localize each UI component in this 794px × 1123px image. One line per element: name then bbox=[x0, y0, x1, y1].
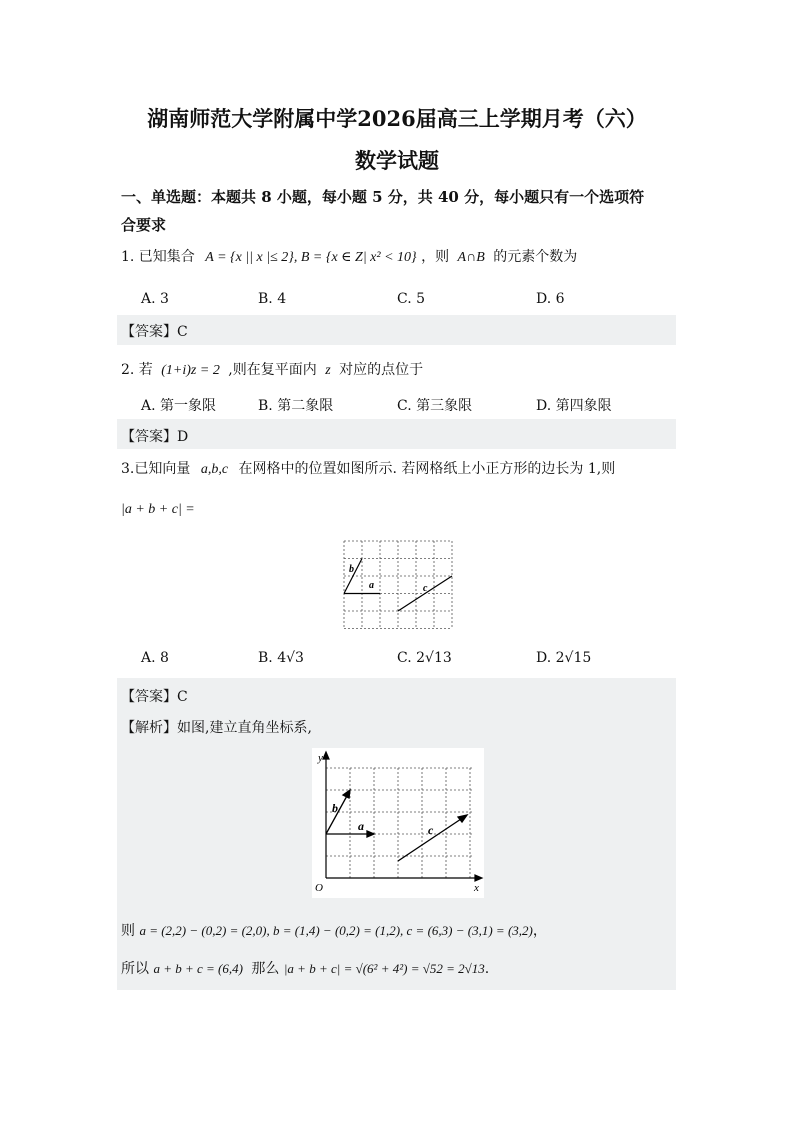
q3-then-end: ， bbox=[532, 923, 547, 939]
q3-answer: 【答案】C bbox=[121, 689, 188, 705]
section-heading-line2: 合要求 bbox=[121, 216, 167, 234]
label-x: x bbox=[474, 882, 479, 894]
q3-analysis-label: 【解析】 bbox=[121, 720, 177, 736]
q2-option-b[interactable]: B. 第二象限 bbox=[258, 398, 334, 414]
q3-vectors: a,b,c bbox=[200, 462, 229, 477]
q2-math2: z bbox=[325, 363, 331, 378]
q3-so-math: a + b + c = (6,4) bbox=[153, 961, 243, 976]
grid-lines bbox=[344, 541, 452, 629]
q3-so-label: 所以 bbox=[121, 961, 149, 977]
label-a-large: a bbox=[358, 819, 364, 833]
label-c-small: c bbox=[423, 583, 428, 594]
q1-math: A = {x || x |≤ 2}, B = {x ∈ Z| x² < 10} bbox=[205, 250, 417, 265]
q3-so-math2: |a + b + c| = √(6² + 4²) = √52 = 2√13 bbox=[283, 961, 485, 976]
label-a-small: a bbox=[369, 580, 374, 591]
q1-suffix: ，则 bbox=[421, 249, 450, 265]
q2-prefix: 2. 若 bbox=[121, 362, 153, 378]
q3-then-label: 则 bbox=[121, 923, 135, 939]
q3-so-end: . bbox=[484, 961, 490, 977]
q1-option-c[interactable]: C. 5 bbox=[397, 291, 426, 307]
q2-option-a[interactable]: A. 第一象限 bbox=[141, 398, 217, 414]
vector-grid-figure bbox=[343, 540, 453, 630]
question-1 bbox=[121, 246, 577, 266]
q3-option-d[interactable]: D. 2√15 bbox=[536, 650, 592, 666]
label-origin: O bbox=[315, 882, 323, 894]
q2-math: (1+i)z = 2 bbox=[161, 363, 220, 378]
q3-option-b[interactable]: B. 4√3 bbox=[258, 650, 304, 666]
q2-answer: 【答案】D bbox=[121, 429, 189, 445]
coordinate-grid-figure bbox=[312, 748, 484, 898]
q3-solution-line1 bbox=[121, 920, 681, 940]
question-3 bbox=[121, 458, 681, 478]
q1-option-a[interactable]: A. 3 bbox=[141, 291, 169, 307]
q3-expression: |a + b + c| = bbox=[121, 502, 195, 517]
label-c-large: c bbox=[428, 823, 434, 837]
q2-middle: ,则在复平面内 bbox=[228, 362, 317, 378]
label-b-large: b bbox=[332, 801, 338, 815]
q3-analysis bbox=[121, 717, 312, 737]
label-y: y bbox=[318, 752, 323, 764]
q1-option-d[interactable]: D. 6 bbox=[536, 291, 565, 307]
section-heading bbox=[121, 183, 681, 239]
q2-option-c[interactable]: C. 第三象限 bbox=[397, 398, 473, 414]
q1-prefix: 1. 已知集合 bbox=[121, 249, 195, 265]
q3-solution-line2 bbox=[121, 958, 681, 978]
q1-option-b[interactable]: B. 4 bbox=[258, 291, 287, 307]
q3-prefix: 3.已知向量 bbox=[121, 461, 191, 477]
q1-math2: A∩B bbox=[457, 250, 485, 265]
q3-analysis-text: 如图,建立直角坐标系, bbox=[177, 720, 312, 736]
q3-then-math: a = (2,2) − (0,2) = (2,0), b = (1,4) − (0,2) = (1,2), c = (6,3) − (3,1) = (3,2) bbox=[139, 923, 533, 938]
q3-suffix: 在网格中的位置如图所示. 若网格纸上小正方形的边长为 1,则 bbox=[238, 461, 616, 477]
q1-suffix2: 的元素个数为 bbox=[493, 249, 578, 265]
q1-answer: 【答案】C bbox=[121, 324, 188, 340]
q1-answer-band bbox=[117, 315, 676, 345]
page-title: 湖南师范大学附属中学2026届高三上学期月考（六） bbox=[147, 106, 647, 131]
q3-option-c[interactable]: C. 2√13 bbox=[397, 650, 452, 666]
q3-option-a[interactable]: A. 8 bbox=[141, 650, 169, 666]
section-heading-line1: 一、单选题：本题共 8 小题，每小题 5 分，共 40 分，每小题只有一个选项符 bbox=[121, 188, 645, 206]
label-b-small: b bbox=[349, 564, 354, 575]
q2-suffix: 对应的点位于 bbox=[339, 362, 424, 378]
page-subtitle: 数学试题 bbox=[355, 148, 439, 173]
q3-so-mid: 那么 bbox=[251, 961, 280, 977]
q2-option-d[interactable]: D. 第四象限 bbox=[536, 398, 612, 414]
q2-answer-band bbox=[117, 419, 676, 449]
question-2 bbox=[121, 359, 423, 379]
